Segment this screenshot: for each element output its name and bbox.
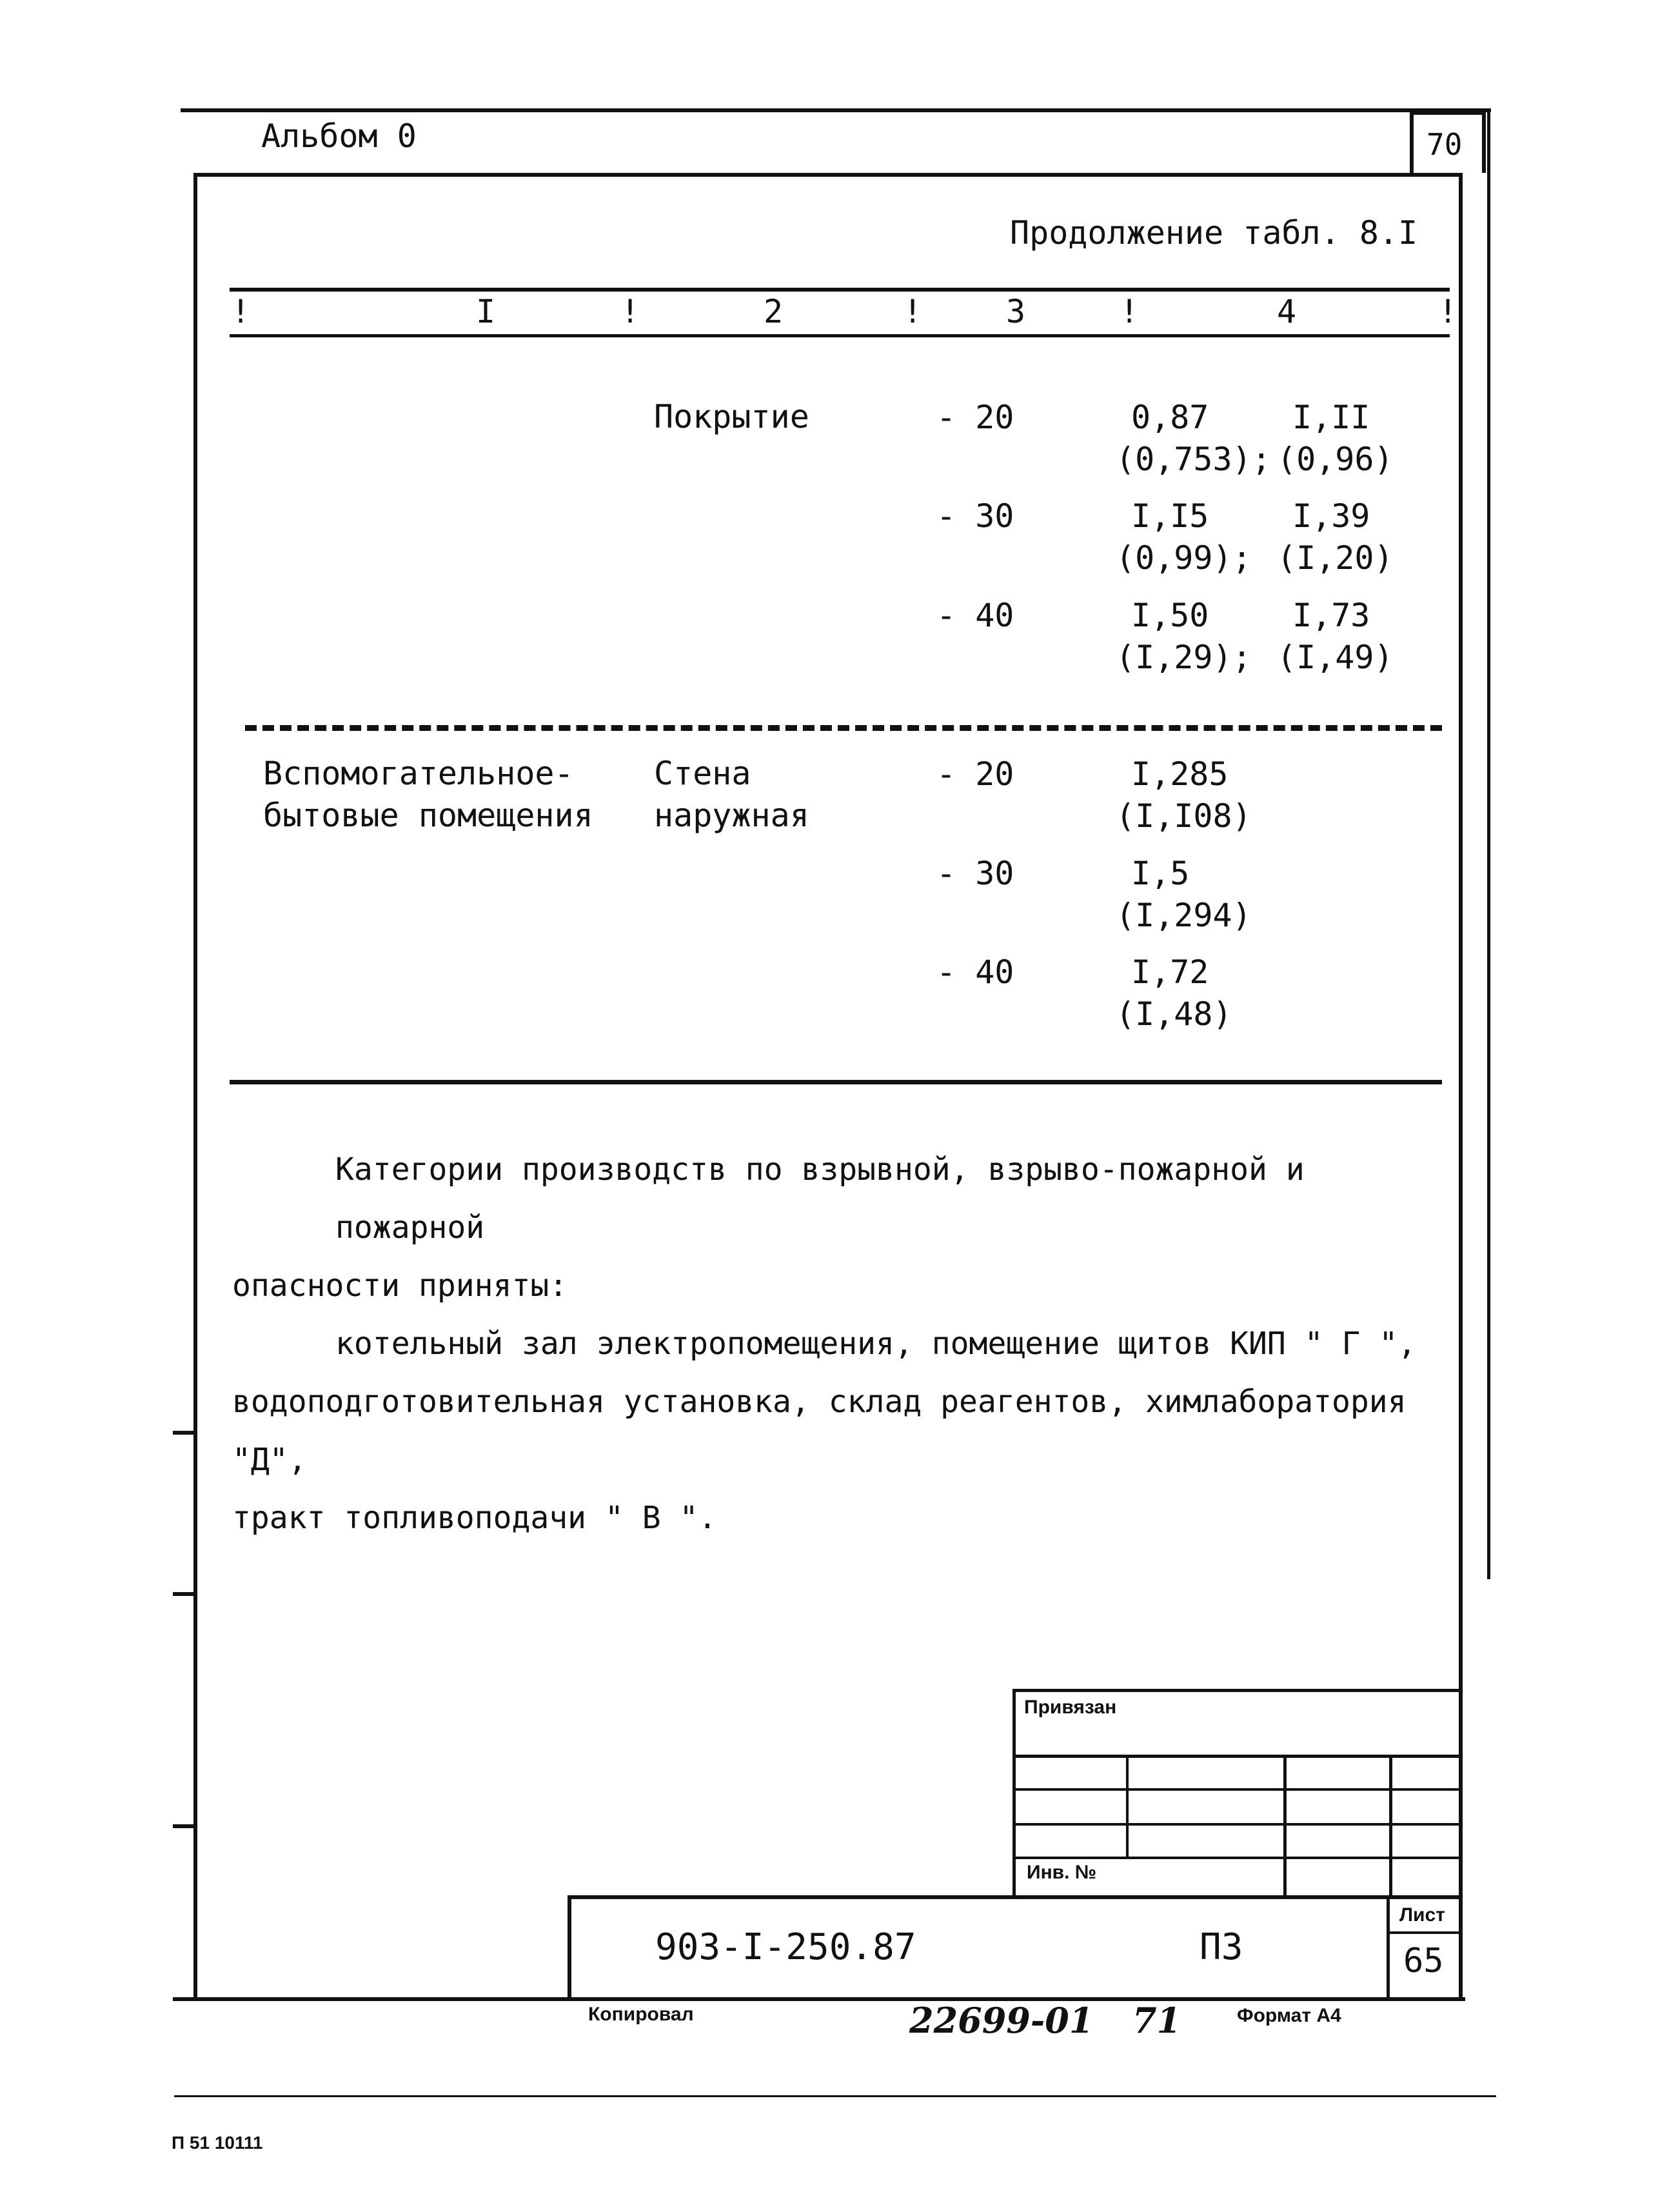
frame-left [193, 173, 197, 1998]
frame-right [1459, 173, 1463, 1998]
element-wall-line2: наружная [654, 797, 809, 834]
section-divider-dashed [245, 725, 1442, 731]
value-cell-paren: (I,29); [1116, 639, 1252, 676]
sheet-label: Лист [1399, 1904, 1445, 1926]
sheet-number: 65 [1403, 1942, 1444, 1980]
value-cell-paren: (I,49) [1277, 639, 1394, 676]
value-cell-paren: (I,48) [1116, 995, 1232, 1033]
value-cell: I,285 [1131, 755, 1229, 793]
stamp-main-top [568, 1895, 1463, 1899]
col-number-1: I [476, 293, 496, 330]
print-mark: П 51 10111 [172, 2133, 263, 2153]
table-caption: Продолжение табл. 8.I [1010, 214, 1418, 252]
stamp-grid-top [1012, 1689, 1463, 1692]
value-cell-paren: (I,294) [1116, 897, 1252, 934]
temp-cell: - 20 [936, 399, 1014, 436]
order-number: 22699-01 [909, 2000, 1094, 2041]
temp-cell: - 30 [936, 855, 1014, 892]
top-rule [181, 108, 1491, 112]
frame-top [193, 173, 1463, 177]
left-tick-1 [173, 1431, 195, 1435]
inventory-number-label: Инв. № [1027, 1862, 1097, 1883]
stamp-main-left [568, 1895, 571, 2000]
page-number: 70 [1427, 127, 1463, 162]
table-bottom-rule [230, 1080, 1442, 1084]
left-tick-2 [173, 1592, 195, 1596]
stamp-col-line-2 [1283, 1755, 1287, 1898]
album-label: Альбом 0 [261, 117, 417, 155]
value-cell: I,II [1292, 399, 1370, 436]
order-suffix: 71 [1132, 2000, 1181, 2041]
table-header-top [230, 288, 1450, 292]
value-cell: I,72 [1131, 953, 1209, 991]
body-text [232, 1141, 1438, 1547]
value-cell-paren: (0,753); [1116, 441, 1271, 478]
stamp-row-line-2 [1012, 1788, 1463, 1791]
sheet-cell-divider [1387, 1931, 1463, 1934]
col-sep-5: ! [1438, 293, 1458, 330]
value-cell-paren: (0,96) [1277, 441, 1394, 478]
room-name-line2: бытовые помещения [263, 797, 593, 834]
sheet-cell-left [1387, 1898, 1390, 1998]
col-number-2: 2 [764, 293, 784, 330]
room-name-line1: Вспомогательное- [263, 755, 574, 792]
value-cell: I,I5 [1131, 497, 1209, 535]
stamp-grid-left [1012, 1689, 1016, 1898]
col-sep-4: ! [1120, 293, 1140, 330]
value-cell: I,73 [1292, 597, 1370, 634]
table-header-bottom [230, 334, 1450, 337]
page-bottom-rule [174, 2095, 1496, 2097]
paragraph-2-line-1: котельный зал электропомещения, помещение щитов КИП " Г ", [335, 1326, 1417, 1362]
value-cell: I,5 [1131, 855, 1190, 892]
copied-by-label: Копировал [588, 2004, 694, 2025]
stamp-row-line-4 [1012, 1857, 1463, 1859]
value-cell-paren: (0,99); [1116, 539, 1252, 577]
temp-cell: - 40 [936, 597, 1014, 634]
value-cell-paren: (I,I08) [1116, 797, 1252, 835]
frame-bottom [173, 1997, 1465, 2001]
value-cell-paren: (I,20) [1277, 539, 1394, 577]
col-sep-1: ! [231, 293, 251, 330]
left-tick-3 [173, 1824, 195, 1828]
document-type: ПЗ [1200, 1926, 1243, 1968]
paragraph-2-line-2: водоподготовительная установка, склад реагентов, химлаборатория "Д", [232, 1384, 1407, 1478]
paragraph-1-line-1: Категории производств по взрывной, взрыво-пожарной и пожарной [335, 1151, 1305, 1246]
col-number-4: 4 [1277, 293, 1297, 330]
stamp-col-line-3 [1389, 1755, 1392, 1898]
format-label: Формат А4 [1237, 2005, 1341, 2026]
value-cell: I,50 [1131, 597, 1209, 634]
paragraph-1-line-2: опасности приняты: [232, 1268, 568, 1304]
value-cell: I,39 [1292, 497, 1370, 535]
stamp-row-line-3 [1012, 1823, 1463, 1826]
document-code: 903-I-250.87 [655, 1926, 916, 1968]
privyazan-label: Привязан [1024, 1697, 1117, 1718]
temp-cell: - 20 [936, 755, 1014, 793]
right-outer-edge [1487, 108, 1490, 1579]
col-sep-2: ! [620, 293, 640, 330]
stamp-col-line-1 [1126, 1755, 1129, 1857]
temp-cell: - 30 [936, 497, 1014, 535]
paragraph-2-line-3: тракт топливоподачи " В ". [232, 1500, 717, 1536]
col-number-3: 3 [1006, 293, 1026, 330]
element-wall-line1: Стена [654, 755, 751, 792]
value-cell: 0,87 [1131, 399, 1209, 436]
col-sep-3: ! [903, 293, 923, 330]
element-roof: Покрытие [654, 398, 809, 435]
stamp-row-line-1 [1012, 1755, 1463, 1758]
temp-cell: - 40 [936, 953, 1014, 991]
